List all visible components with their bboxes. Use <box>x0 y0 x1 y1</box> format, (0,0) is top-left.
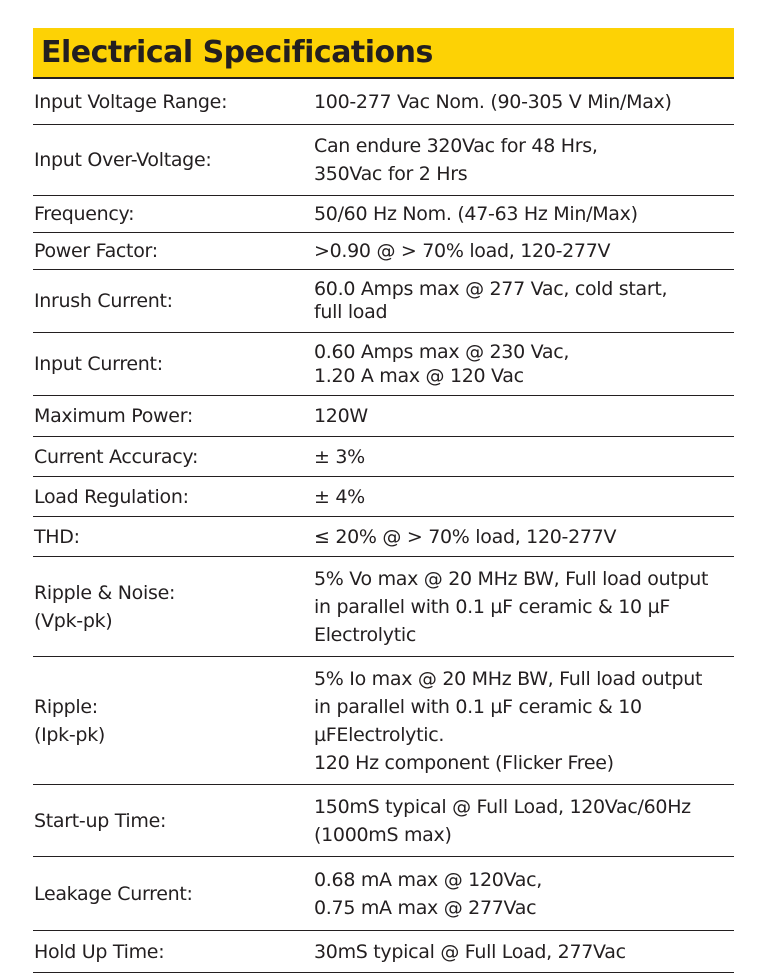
spec-label: Current Accuracy: <box>34 445 199 468</box>
spec-value: 150mS typical @ Full Load, 120Vac/60Hz (1000mS max) <box>314 795 691 846</box>
spec-row-input-voltage-range <box>33 79 734 125</box>
spec-label: Input Voltage Range: <box>34 90 228 113</box>
spec-row-hold-up-time <box>33 931 734 973</box>
spec-label: Input Over-Voltage: <box>34 149 212 171</box>
spec-label: Power Factor: <box>34 240 158 262</box>
spec-row-input-current <box>33 333 734 396</box>
spec-value: 30mS typical @ Full Load, 277Vac <box>314 940 626 963</box>
spec-value: Can endure 320Vac for 48 Hrs, 350Vac for 2 Hrs <box>314 135 598 185</box>
spec-row-thd <box>33 517 734 557</box>
spec-label: Maximum Power: <box>34 405 193 427</box>
title-bar <box>33 28 734 77</box>
spec-label: Input Current: <box>34 353 163 375</box>
spec-row-ripple-noise <box>33 557 734 657</box>
spec-value: 0.60 Amps max @ 230 Vac, 1.20 A max @ 120 Vac <box>314 341 570 387</box>
spec-value: ± 3% <box>314 445 365 468</box>
spec-label: Leakage Current: <box>34 882 193 905</box>
spec-sheet <box>33 28 734 973</box>
spec-row-leakage-current <box>33 857 734 931</box>
spec-value: 5% Vo max @ 20 MHz BW, Full load output in parallel with 0.1 µF ceramic & 10 µF Electrolytic <box>314 567 709 646</box>
spec-row-maximum-power <box>33 396 734 437</box>
spec-row-current-accuracy <box>33 437 734 477</box>
spec-value: 60.0 Amps max @ 277 Vac, cold start, full load <box>314 278 668 323</box>
spec-label: Frequency: <box>34 203 135 225</box>
spec-label: Ripple & Noise: (Vpk-pk) <box>34 581 176 632</box>
spec-label: THD: <box>34 525 80 548</box>
spec-value: 5% Io max @ 20 MHz BW, Full load output in parallel with 0.1 µF ceramic & 10 µFElectrolytic. 120 Hz component (Flicker Free) <box>314 667 703 774</box>
spec-value: >0.90 @ > 70% load, 120-277V <box>314 240 611 262</box>
spec-row-frequency <box>33 196 734 233</box>
spec-value: 50/60 Hz Nom. (47-63 Hz Min/Max) <box>314 203 638 225</box>
spec-row-start-up-time <box>33 785 734 857</box>
spec-value: 0.68 mA max @ 120Vac, 0.75 mA max @ 277Vac <box>314 868 542 919</box>
page-title: Electrical Specifications <box>41 35 433 70</box>
spec-value: 100-277 Vac Nom. (90-305 V Min/Max) <box>314 90 672 113</box>
spec-row-ripple <box>33 657 734 785</box>
spec-value: 120W <box>314 405 368 427</box>
spec-row-input-over-voltage <box>33 125 734 196</box>
spec-label: Start-up Time: <box>34 809 167 832</box>
spec-value: ± 4% <box>314 485 365 508</box>
spec-row-inrush-current <box>33 270 734 333</box>
spec-label: Ripple: (Ipk-pk) <box>34 695 106 746</box>
spec-row-power-factor <box>33 233 734 270</box>
spec-row-load-regulation <box>33 477 734 517</box>
spec-table <box>33 77 734 973</box>
spec-value: ≤ 20% @ > 70% load, 120-277V <box>314 525 617 548</box>
spec-label: Inrush Current: <box>34 290 173 312</box>
spec-label: Load Regulation: <box>34 485 189 508</box>
spec-label: Hold Up Time: <box>34 940 165 963</box>
